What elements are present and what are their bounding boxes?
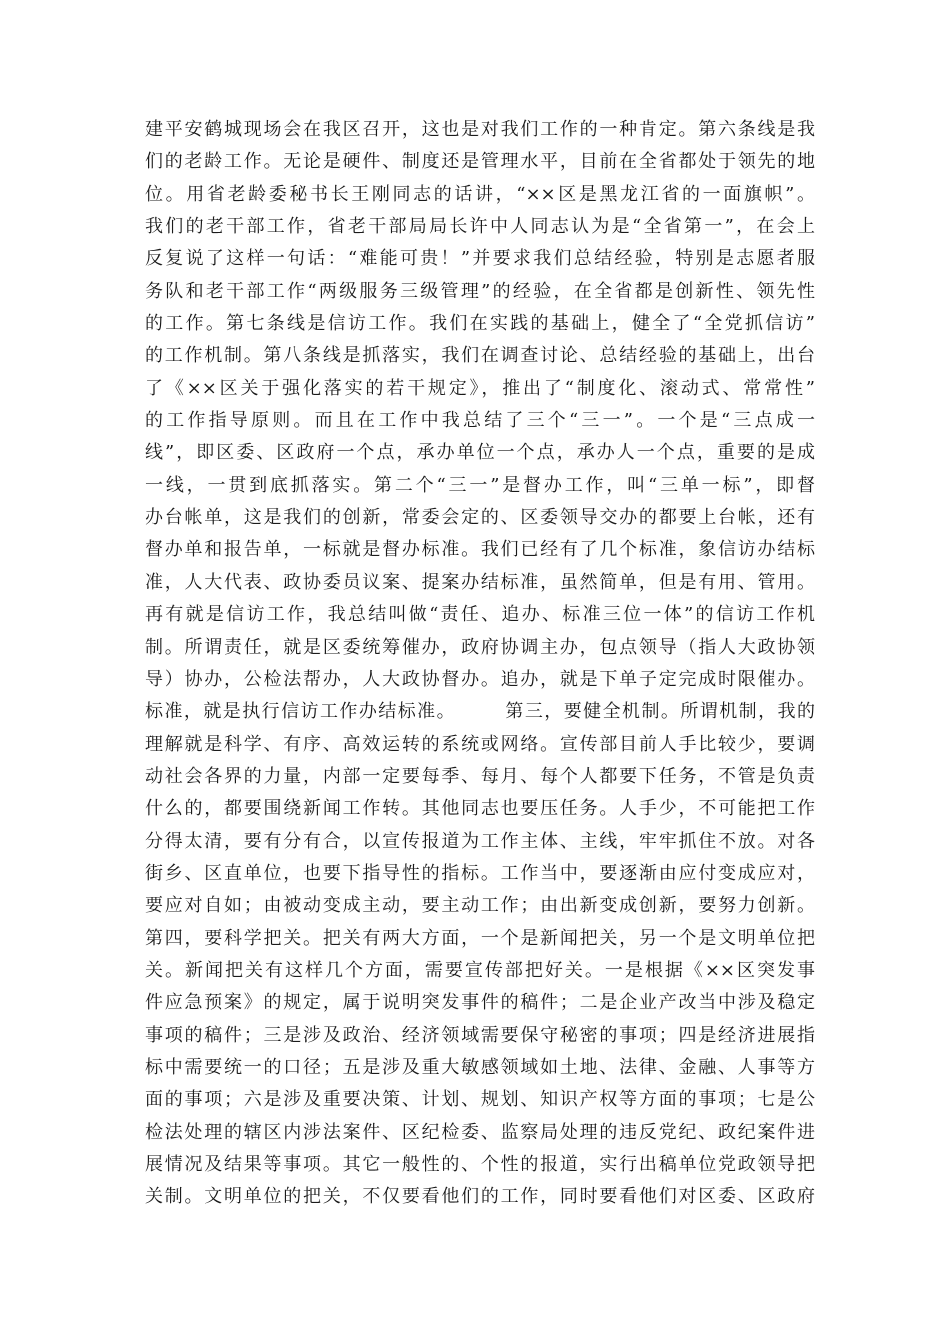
text-line: 办台帐单，这是我们的创新，常委会定的、区委领导交办的都要上台帐，还有: [145, 507, 815, 529]
text-line: 理解就是科学、有序、高效运转的系统或网络。宣传部目前人手比较少，要调: [145, 733, 815, 755]
text-line: 我们的老干部工作，省老干部局局长许中人同志认为是“全省第一”，在会上: [145, 216, 815, 238]
document-body-text: [145, 114, 815, 1214]
text-line: 建平安鹤城现场会在我区召开，这也是对我们工作的一种肯定。第六条线是我: [145, 119, 815, 140]
text-line: 件应急预案》的规定，属于说明突发事件的稿件；二是企业产改当中涉及稳定: [145, 992, 815, 1014]
text-line: 动社会各界的力量，内部一定要每季、每月、每个人都要下任务，不管是负责: [145, 765, 815, 787]
text-line: 一线，一贯到底抓落实。第二个“三一”是督办工作，叫“三单一标”，即督: [145, 474, 815, 496]
text-line: 街乡、区直单位，也要下指导性的指标。工作当中，要逐渐由应付变成应对，: [145, 862, 815, 884]
text-line: 面的事项；六是涉及重要决策、计划、规划、知识产权等方面的事项；七是公: [145, 1089, 815, 1111]
text-line: 的工作机制。第八条线是抓落实，我们在调查讨论、总结经验的基础上，出台: [145, 345, 815, 367]
text-line: 第四，要科学把关。把关有两大方面，一个是新闻把关，另一个是文明单位把: [145, 927, 815, 949]
text-line: 位。用省老龄委秘书长王刚同志的话讲，“××区是黑龙江省的一面旗帜”。: [145, 183, 815, 205]
text-line: 导）协办，公检法帮办，人大政协督办。追办，就是下单子定完成时限催办。: [145, 668, 815, 690]
text-line: 事项的稿件；三是涉及政治、经济领域需要保守秘密的事项；四是经济进展指: [145, 1024, 815, 1046]
text-line: 的工作指导原则。而且在工作中我总结了三个“三一”。一个是“三点成一: [145, 410, 815, 432]
text-line: 展情况及结果等事项。其它一般性的、个性的报道，实行出稿单位党政领导把: [145, 1154, 815, 1175]
text-line: 关制。文明单位的把关，不仅要看他们的工作，同时要看他们对区委、区政府: [145, 1186, 815, 1208]
text-line: 检法处理的辖区内涉法案件、区纪检委、监察局处理的违反党纪、政纪案件进: [145, 1121, 815, 1143]
text-line: 标准，就是执行信访工作办结标准。 第三，要健全机制。所谓机制，我的: [145, 701, 815, 723]
text-line: 关。新闻把关有这样几个方面，需要宣传部把好关。一是根据《××区突发事: [145, 959, 815, 981]
text-line: 分得太清，要有分有合，以宣传报道为工作主体、主线，牢牢抓住不放。对各: [145, 830, 815, 852]
text-line: 的工作。第七条线是信访工作。我们在实践的基础上，健全了“全党抓信访”: [145, 313, 815, 335]
text-line: 了《××区关于强化落实的若干规定》，推出了“制度化、滚动式、常常性”: [145, 377, 815, 399]
text-line: 反复说了这样一句话：“难能可贵！”并要求我们总结经验，特别是志愿者服: [145, 248, 815, 270]
text-line: 制。所谓责任，就是区委统筹催办，政府协调主办，包点领导（指人大政协领: [145, 636, 815, 658]
text-line: 线”，即区委、区政府一个点，承办单位一个点，承办人一个点，重要的是成: [145, 442, 815, 464]
text-line: 标中需要统一的口径；五是涉及重大敏感领域如土地、法律、金融、人事等方: [145, 1056, 815, 1078]
text-line: 什么的，都要围绕新闻工作转。其他同志也要压任务。人手少，不可能把工作: [145, 798, 815, 820]
text-line: 务队和老干部工作“两级服务三级管理”的经验，在全省都是创新性、领先性: [145, 280, 815, 302]
text-line: 们的老龄工作。无论是硬件、制度还是管理水平，目前在全省都处于领先的地: [145, 151, 815, 173]
text-line: 准，人大代表、政协委员议案、提案办结标准，虽然简单，但是有用、管用。: [145, 571, 815, 593]
text-line: 再有就是信访工作，我总结叫做“责任、追办、标准三位一体”的信访工作机: [145, 604, 815, 626]
text-line: 要应对自如；由被动变成主动，要主动工作；由出新变成创新，要努力创新。: [145, 895, 815, 917]
text-line: 督办单和报告单，一标就是督办标准。我们已经有了几个标准，象信访办结标: [145, 539, 815, 561]
